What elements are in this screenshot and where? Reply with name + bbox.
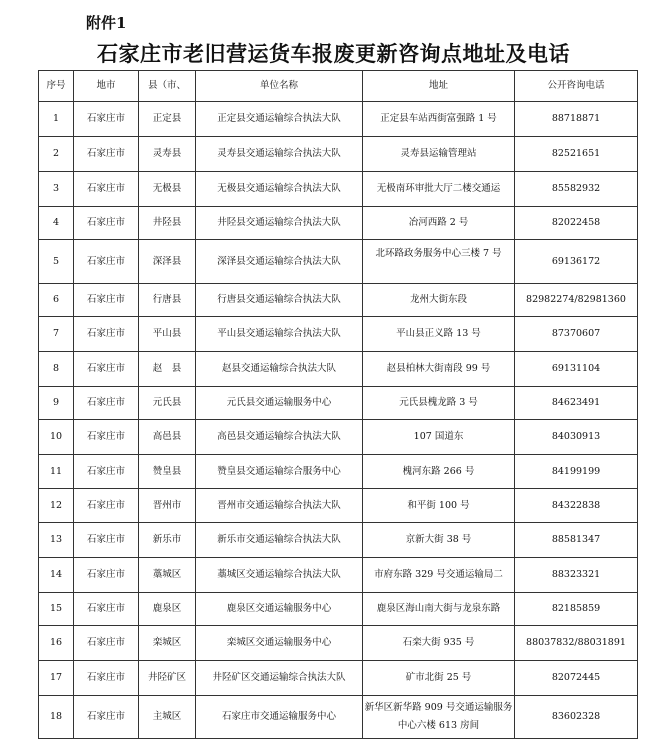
- row-unit-name: 石家庄市交通运输服务中心: [196, 696, 363, 739]
- row-county: 行唐县: [139, 284, 196, 317]
- row-phone: 88037832/88031891: [515, 626, 638, 661]
- row-city: 石家庄市: [74, 523, 139, 558]
- row-county: 深泽县: [139, 240, 196, 284]
- row-index: 7: [39, 317, 74, 352]
- row-county: 井陉县: [139, 207, 196, 240]
- row-county: 无极县: [139, 172, 196, 207]
- row-phone: 84623491: [515, 387, 638, 420]
- row-county: 正定县: [139, 102, 196, 137]
- row-address: 和平街 100 号: [363, 489, 515, 523]
- row-index: 3: [39, 172, 74, 207]
- row-city: 石家庄市: [74, 455, 139, 489]
- row-phone: 85582932: [515, 172, 638, 207]
- header-index: 序号: [39, 71, 74, 102]
- row-index: 2: [39, 137, 74, 172]
- row-unit-name: 晋州市交通运输综合执法大队: [196, 489, 363, 523]
- row-city: 石家庄市: [74, 558, 139, 593]
- row-phone: 84030913: [515, 420, 638, 455]
- attachment-label: 附件1: [86, 14, 127, 32]
- row-address: 矿市北街 25 号: [363, 661, 515, 696]
- table-row: [39, 240, 638, 284]
- header-unit-name: 单位名称: [196, 71, 363, 102]
- row-unit-name: 高邑县交通运输综合执法大队: [196, 420, 363, 455]
- table-row: [39, 317, 638, 352]
- row-county: 赞皇县: [139, 455, 196, 489]
- consultation-table: [38, 70, 638, 739]
- row-county: 赵 县: [139, 352, 196, 387]
- table-row: [39, 593, 638, 626]
- table-row: [39, 137, 638, 172]
- table-row: [39, 523, 638, 558]
- row-address: 无极南环审批大厅二楼交通运: [363, 172, 515, 207]
- row-city: 石家庄市: [74, 489, 139, 523]
- row-phone: 82185859: [515, 593, 638, 626]
- row-index: 18: [39, 696, 74, 739]
- table-row: [39, 696, 638, 739]
- document-title: 石家庄市老旧营运货车报废更新咨询点地址及电话: [97, 41, 570, 66]
- row-unit-name: 井陉县交通运输综合执法大队: [196, 207, 363, 240]
- row-unit-name: 赵县交通运输综合执法大队: [196, 352, 363, 387]
- row-phone: 88581347: [515, 523, 638, 558]
- table-row: [39, 558, 638, 593]
- row-phone: 87370607: [515, 317, 638, 352]
- row-index: 5: [39, 240, 74, 284]
- row-unit-name: 赞皇县交通运输综合服务中心: [196, 455, 363, 489]
- row-city: 石家庄市: [74, 172, 139, 207]
- row-city: 石家庄市: [74, 240, 139, 284]
- row-phone: 88718871: [515, 102, 638, 137]
- table-row: [39, 207, 638, 240]
- table-row: [39, 172, 638, 207]
- row-county: 栾城区: [139, 626, 196, 661]
- row-county: 井陉矿区: [139, 661, 196, 696]
- table-row: [39, 102, 638, 137]
- row-unit-name: 平山县交通运输综合执法大队: [196, 317, 363, 352]
- row-county: 藁城区: [139, 558, 196, 593]
- row-phone: 84199199: [515, 455, 638, 489]
- table-row: [39, 420, 638, 455]
- row-unit-name: 鹿泉区交通运输服务中心: [196, 593, 363, 626]
- row-city: 石家庄市: [74, 317, 139, 352]
- row-county: 主城区: [139, 696, 196, 739]
- row-index: 16: [39, 626, 74, 661]
- header-phone: 公开咨询电话: [515, 71, 638, 102]
- table-header-row: [39, 71, 638, 102]
- row-address: 槐河东路 266 号: [363, 455, 515, 489]
- row-unit-name: 井陉矿区交通运输综合执法大队: [196, 661, 363, 696]
- row-address: 龙州大街东段: [363, 284, 515, 317]
- row-phone: 69131104: [515, 352, 638, 387]
- row-index: 4: [39, 207, 74, 240]
- row-city: 石家庄市: [74, 207, 139, 240]
- row-phone: 83602328: [515, 696, 638, 739]
- row-unit-name: 元氏县交通运输服务中心: [196, 387, 363, 420]
- row-unit-name: 行唐县交通运输综合执法大队: [196, 284, 363, 317]
- row-county: 晋州市: [139, 489, 196, 523]
- row-unit-name: 灵寿县交通运输综合执法大队: [196, 137, 363, 172]
- row-address: 新华区新华路 909 号交通运输服务中心六楼 613 房间: [363, 696, 515, 739]
- row-unit-name: 新乐市交通运输综合执法大队: [196, 523, 363, 558]
- row-address: 赵县柏林大街南段 99 号: [363, 352, 515, 387]
- row-county: 元氏县: [139, 387, 196, 420]
- row-index: 11: [39, 455, 74, 489]
- row-unit-name: 无极县交通运输综合执法大队: [196, 172, 363, 207]
- row-index: 14: [39, 558, 74, 593]
- row-city: 石家庄市: [74, 626, 139, 661]
- row-phone: 82521651: [515, 137, 638, 172]
- table-row: [39, 284, 638, 317]
- row-address: 市府东路 329 号交通运输局二: [363, 558, 515, 593]
- row-address: 107 国道东: [363, 420, 515, 455]
- table-row: [39, 489, 638, 523]
- row-index: 9: [39, 387, 74, 420]
- row-unit-name: 栾城区交通运输服务中心: [196, 626, 363, 661]
- row-address: 鹿泉区海山南大街与龙泉东路: [363, 593, 515, 626]
- row-unit-name: 深泽县交通运输综合执法大队: [196, 240, 363, 284]
- row-unit-name: 藁城区交通运输综合执法大队: [196, 558, 363, 593]
- row-county: 鹿泉区: [139, 593, 196, 626]
- table-row: [39, 387, 638, 420]
- header-city: 地市: [74, 71, 139, 102]
- row-address: 灵寿县运输管理站: [363, 137, 515, 172]
- row-city: 石家庄市: [74, 420, 139, 455]
- row-city: 石家庄市: [74, 137, 139, 172]
- row-address: 北环路政务服务中心三楼 7 号: [363, 240, 515, 284]
- row-index: 1: [39, 102, 74, 137]
- row-city: 石家庄市: [74, 284, 139, 317]
- row-county: 高邑县: [139, 420, 196, 455]
- header-address: 地址: [363, 71, 515, 102]
- row-city: 石家庄市: [74, 102, 139, 137]
- table-row: [39, 352, 638, 387]
- row-address: 正定县车站西街富强路 1 号: [363, 102, 515, 137]
- row-address: 京新大街 38 号: [363, 523, 515, 558]
- row-unit-name: 正定县交通运输综合执法大队: [196, 102, 363, 137]
- row-address: 石栾大街 935 号: [363, 626, 515, 661]
- table-row: [39, 455, 638, 489]
- row-city: 石家庄市: [74, 593, 139, 626]
- row-index: 10: [39, 420, 74, 455]
- row-city: 石家庄市: [74, 387, 139, 420]
- row-address: 元氏县槐龙路 3 号: [363, 387, 515, 420]
- row-address: 平山县正义路 13 号: [363, 317, 515, 352]
- header-county: 县（市、: [139, 71, 196, 102]
- row-county: 灵寿县: [139, 137, 196, 172]
- row-county: 新乐市: [139, 523, 196, 558]
- table-row: [39, 661, 638, 696]
- row-city: 石家庄市: [74, 352, 139, 387]
- row-phone: 82072445: [515, 661, 638, 696]
- row-index: 17: [39, 661, 74, 696]
- table-row: [39, 626, 638, 661]
- row-phone: 82022458: [515, 207, 638, 240]
- row-phone: 84322838: [515, 489, 638, 523]
- row-county: 平山县: [139, 317, 196, 352]
- row-index: 6: [39, 284, 74, 317]
- row-index: 12: [39, 489, 74, 523]
- row-phone: 82982274/82981360: [515, 284, 638, 317]
- row-index: 13: [39, 523, 74, 558]
- row-city: 石家庄市: [74, 696, 139, 739]
- row-index: 8: [39, 352, 74, 387]
- row-phone: 88323321: [515, 558, 638, 593]
- row-index: 15: [39, 593, 74, 626]
- row-phone: 69136172: [515, 240, 638, 284]
- row-address: 冶河西路 2 号: [363, 207, 515, 240]
- row-city: 石家庄市: [74, 661, 139, 696]
